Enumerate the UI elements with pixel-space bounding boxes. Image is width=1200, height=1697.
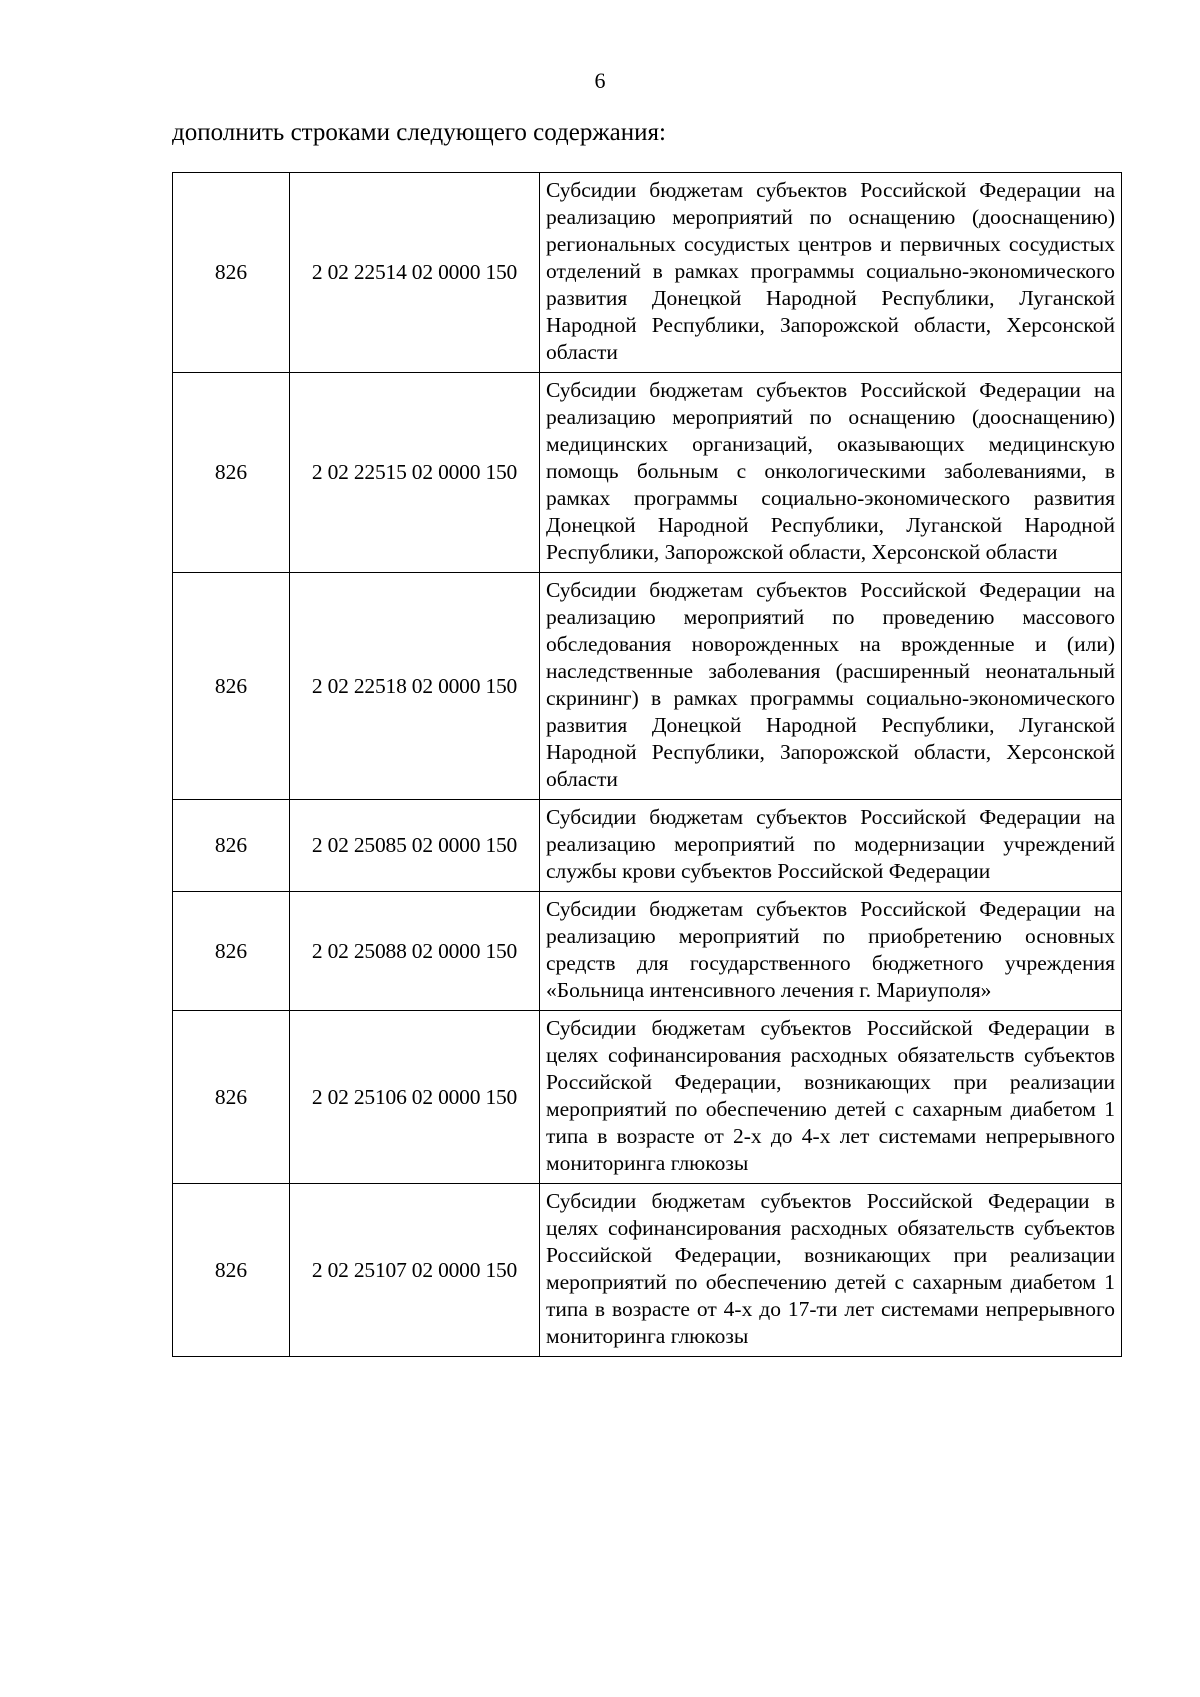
income-name-cell: Субсидии бюджетам субъектов Российской Федерации в целях софинансирования расходных обязательств субъектов Российской Федерации, возникающих при реализации мероприятий по обеспечению детей с сахарным диабетом 1 типа в возрасте от 4-х до 17-ти лет системами непрерывного мониторинга глюкозы [540,1184,1122,1357]
table-row [173,173,1122,373]
budget-classification-table [172,172,1122,1357]
admin-code-cell: 826 [173,573,290,800]
admin-code-cell: 826 [173,173,290,373]
income-name-cell: Субсидии бюджетам субъектов Российской Федерации в целях софинансирования расходных обязательств субъектов Российской Федерации, возникающих при реализации мероприятий по обеспечению детей с сахарным диабетом 1 типа в возрасте от 2-х до 4-х лет системами непрерывного мониторинга глюкозы [540,1011,1122,1184]
income-name-cell: Субсидии бюджетам субъектов Российской Федерации на реализацию мероприятий по проведению массового обследования новорожденных на врожденные и (или) наследственные заболевания (расширенный неонатальный скрининг) в рамках программы социально-экономического развития Донецкой Народной Республики, Луганской Народной Республики, Запорожской области, Херсонской области [540,573,1122,800]
table-row [173,373,1122,573]
table-row [173,892,1122,1011]
classification-code-cell: 2 02 22515 02 0000 150 [290,373,540,573]
admin-code-cell: 826 [173,1011,290,1184]
table-row [173,1011,1122,1184]
intro-text: дополнить строками следующего содержания: [172,119,666,146]
income-name-cell: Субсидии бюджетам субъектов Российской Федерации на реализацию мероприятий по оснащению (дооснащению) региональных сосудистых центров и первичных сосудистых отделений в рамках программы социально-экономического развития Донецкой Народной Республики, Луганской Народной Республики, Запорожской области, Херсонской области [540,173,1122,373]
table-row [173,800,1122,892]
table-row [173,1184,1122,1357]
admin-code-cell: 826 [173,1184,290,1357]
classification-code-cell: 2 02 25107 02 0000 150 [290,1184,540,1357]
classification-code-cell: 2 02 22514 02 0000 150 [290,173,540,373]
classification-code-cell: 2 02 25088 02 0000 150 [290,892,540,1011]
income-name-cell: Субсидии бюджетам субъектов Российской Федерации на реализацию мероприятий по оснащению (дооснащению) медицинских организаций, оказывающих медицинскую помощь больным с онкологическими заболеваниями, в рамках программы социально-экономического развития Донецкой Народной Республики, Луганской Народной Республики, Запорожской области, Херсонской области [540,373,1122,573]
admin-code-cell: 826 [173,800,290,892]
table-body [173,173,1122,1357]
income-name-cell: Субсидии бюджетам субъектов Российской Федерации на реализацию мероприятий по приобретению основных средств для государственного бюджетного учреждения «Больница интенсивного лечения г. Мариуполя» [540,892,1122,1011]
classification-code-cell: 2 02 25085 02 0000 150 [290,800,540,892]
table-row [173,573,1122,800]
classification-code-cell: 2 02 25106 02 0000 150 [290,1011,540,1184]
income-name-cell: Субсидии бюджетам субъектов Российской Федерации на реализацию мероприятий по модернизации учреждений службы крови субъектов Российской Федерации [540,800,1122,892]
admin-code-cell: 826 [173,373,290,573]
classification-code-cell: 2 02 22518 02 0000 150 [290,573,540,800]
page-number: 6 [594,68,606,93]
admin-code-cell: 826 [173,892,290,1011]
